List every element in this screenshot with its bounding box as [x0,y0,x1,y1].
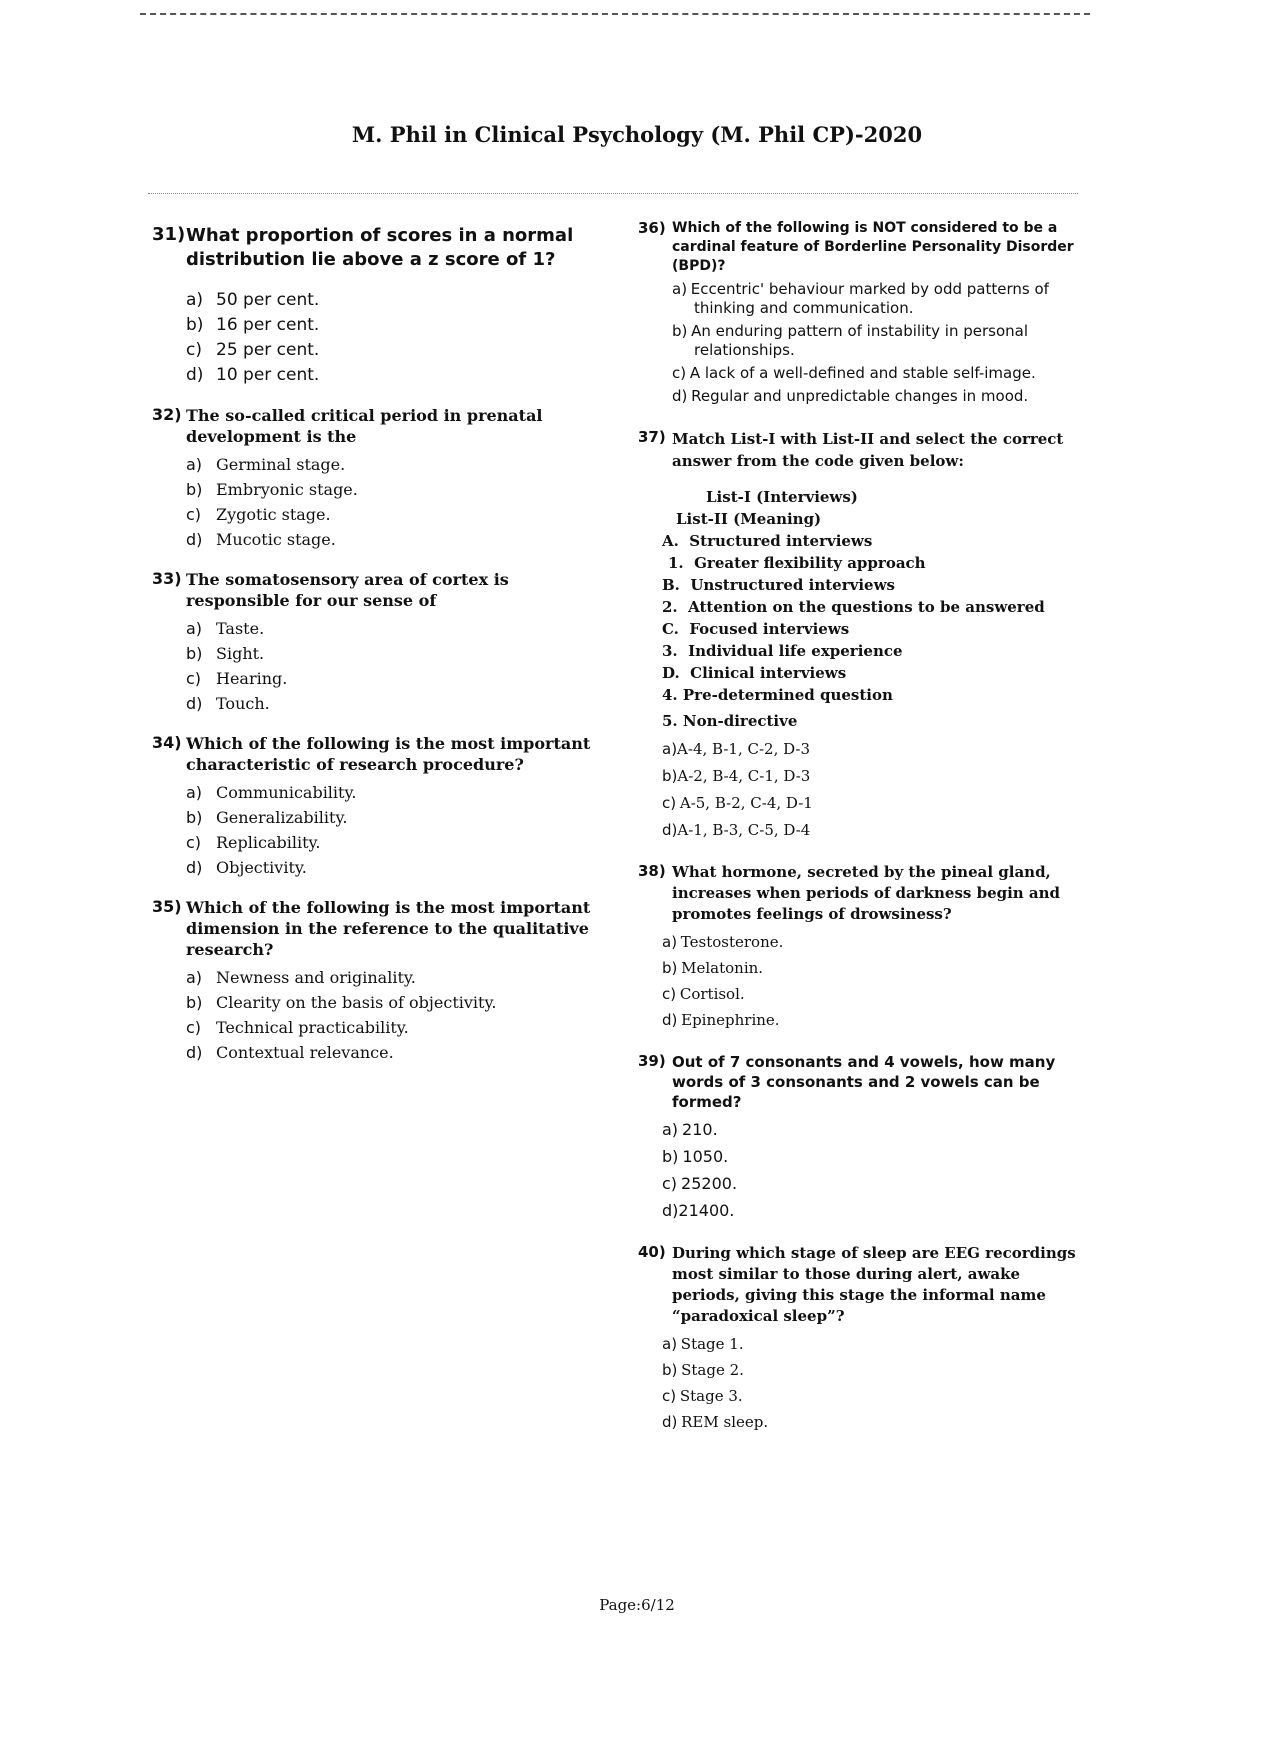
option-b: b) 16 per cent. [186,315,320,335]
option-d: d)A-1, B-3, C-5, D-4 [662,821,811,839]
option-b: b)A-2, B-4, C-1, D-3 [662,767,811,785]
match-line: 2. Attention on the questions to be answered [662,598,1045,616]
question-number: 38) [638,862,666,880]
option-c: c) Stage 3. [662,1387,743,1405]
question-text: Which of the following is the most important dimension in the reference to the qualitative research? [186,898,591,959]
match-line: 1. Greater flexibility approach [668,554,926,572]
option-b: b) Clearity on the basis of objectivity. [186,993,497,1012]
question-number: 32) [152,405,182,424]
question-36 [638,219,1078,406]
option-c: c) 25200. [662,1174,738,1193]
option-d: d)21400. [662,1201,735,1220]
option-c: c) Cortisol. [662,985,745,1003]
match-line: D. Clinical interviews [662,664,847,682]
list1-heading: List-I (Interviews) [706,488,858,506]
question-32 [152,405,592,549]
list2-heading: List-II (Meaning) [676,510,822,528]
option-d: d) Contextual relevance. [186,1043,394,1062]
question-text: Which of the following is the most important characteristic of research procedure? [186,734,591,774]
question-text: What hormone, secreted by the pineal gland, increases when periods of darkness begin and promotes feelings of drowsiness? [672,863,1061,923]
question-text: What proportion of scores in a normal distribution lie above a z score of 1? [186,225,574,270]
match-line: C. Focused interviews [662,620,850,638]
question-text: Which of the following is NOT considered to be a cardinal feature of Borderline Personality Disorder (BPD)? [672,220,1074,274]
option-c: c) Technical practicability. [186,1018,409,1037]
match-line: A. Structured interviews [662,532,873,550]
question-text: Match List-I with List-II and select the correct answer from the code given below: [672,430,1064,470]
question-number: 35) [152,897,182,916]
question-number: 37) [638,428,666,446]
page-number: Page:6/12 [599,1596,675,1614]
option-a: a) Testosterone. [662,933,784,951]
option-b: b) Sight. [186,644,265,663]
question-text: The somatosensory area of cortex is responsible for our sense of [186,570,509,610]
question-33 [152,569,592,713]
option-b: b) 1050. [662,1147,729,1166]
question-text: Out of 7 consonants and 4 vowels, how many words of 3 consonants and 2 vowels can be formed? [672,1053,1056,1111]
question-34 [152,733,592,877]
option-a: a)A-4, B-1, C-2, D-3 [662,740,811,758]
option-a: a) 50 per cent. [186,290,320,310]
question-31 [152,224,592,385]
option-a: a) 210. [662,1120,718,1139]
option-d: d) REM sleep. [662,1413,769,1431]
option-a: a) Eccentric' behaviour marked by odd patterns of thinking and communication. [672,280,1049,317]
option-d: d) Objectivity. [186,858,307,877]
match-item-4: 4. Pre-determined question [662,686,893,704]
left-column [152,224,592,1068]
question-number: 31) [152,224,186,245]
option-b: b) Generalizability. [186,808,348,827]
option-a: a) Germinal stage. [186,455,346,474]
question-37 [638,428,1078,840]
question-number: 39) [638,1052,666,1070]
header-separator [148,193,1078,194]
option-a: a) Communicability. [186,783,357,802]
option-c: c) A-5, B-2, C-4, D-1 [662,794,813,812]
option-b: b) Melatonin. [662,959,764,977]
question-number: 36) [638,219,666,237]
question-text: During which stage of sleep are EEG recordings most similar to those during alert, awake periods, giving this stage the informal name “paradoxical sleep”? [672,1244,1076,1325]
match-item-5: 5. Non-directive [662,712,798,730]
match-line: 3. Individual life experience [662,642,903,660]
option-c: c) A lack of a well-defined and stable self-image. [672,364,1036,382]
option-b: b) An enduring pattern of instability in personal relationships. [672,322,1028,359]
match-line: B. Unstructured interviews [662,576,895,594]
option-c: c) Zygotic stage. [186,505,331,524]
question-number: 34) [152,733,182,752]
question-number: 33) [152,569,182,588]
option-c: c) Hearing. [186,669,288,688]
option-c: c) 25 per cent. [186,340,320,360]
option-a: a) Newness and originality. [186,968,416,987]
option-b: b) Stage 2. [662,1361,744,1379]
option-d: d) 10 per cent. [186,365,320,385]
question-38 [638,862,1078,1030]
option-d: d) Regular and unpredictable changes in mood. [672,387,1029,405]
top-dashed-rule [140,13,1090,15]
option-b: b) Embryonic stage. [186,480,358,499]
question-35 [152,897,592,1062]
option-c: c) Replicability. [186,833,321,852]
question-40 [638,1243,1078,1432]
right-column [638,219,1078,1439]
page-title: M. Phil in Clinical Psychology (M. Phil CP)-2020 [351,122,923,147]
option-d: d) Mucotic stage. [186,530,336,549]
option-d: d) Epinephrine. [662,1011,780,1029]
question-39 [638,1052,1078,1221]
option-a: a) Taste. [186,619,265,638]
question-number: 40) [638,1243,666,1261]
option-a: a) Stage 1. [662,1335,744,1353]
option-d: d) Touch. [186,694,270,713]
question-text: The so-called critical period in prenatal development is the [186,406,543,446]
